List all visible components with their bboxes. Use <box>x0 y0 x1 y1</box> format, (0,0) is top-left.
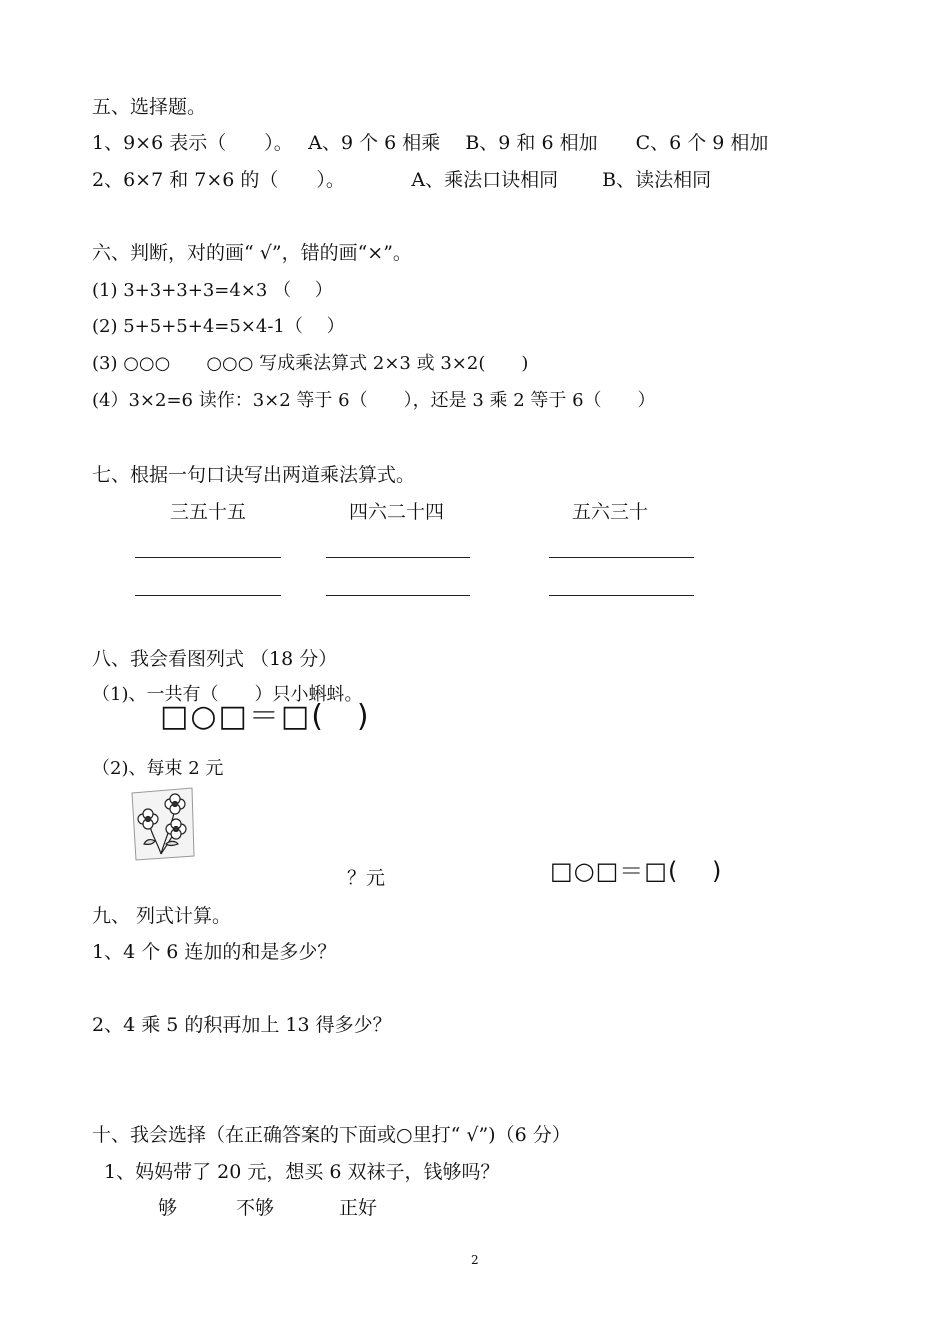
formula-template-1: □○□＝□( ) <box>160 699 371 734</box>
option-exactly[interactable]: 正好 <box>339 1197 378 1219</box>
section9-question-2: 2、4 乘 5 的积再加上 13 得多少？ <box>92 1014 392 1036</box>
rhyme-2: 四六二十四 <box>349 501 445 523</box>
answer-blank[interactable] <box>135 557 281 558</box>
rhyme-3: 五六三十 <box>572 501 649 523</box>
answer-blank[interactable] <box>326 557 470 558</box>
price-unknown: ？元 <box>347 867 386 889</box>
answer-blank[interactable] <box>135 595 281 596</box>
section6-title: 六、判断，对的画“ √”，错的画“×”。 <box>92 242 412 264</box>
section6-item-4: (4）3×2=6 读作：3×2 等于 6（ ），还是 3 乘 2 等于 6（ ） <box>92 390 656 411</box>
section9-title: 九、 列式计算。 <box>92 905 232 927</box>
section10-title: 十、我会选择（在正确答案的下面或○里打“ √”)（6 分） <box>92 1124 571 1146</box>
section5-question-2: 2、6×7 和 7×6 的（ ）。 A、乘法口诀相同 B、读法相同 <box>92 169 712 191</box>
section10-question-1: 1、妈妈带了 20 元，想买 6 双袜子，钱够吗？ <box>104 1161 500 1183</box>
section6-item-3: (3) ○○○ ○○○ 写成乘法算式 2×3 或 3×2( ) <box>92 353 529 374</box>
option-enough[interactable]: 够 <box>158 1197 178 1219</box>
section5-question-1: 1、9×6 表示（ ）。 A、9 个 6 相乘 B、9 和 6 相加 C、6 个 9 相加 <box>92 132 769 154</box>
flower-bouquet-image <box>130 786 196 862</box>
section7-title: 七、根据一句口诀写出两道乘法算式。 <box>92 464 416 486</box>
rhyme-1: 三五十五 <box>170 501 247 523</box>
formula-template-2: □○□＝□( ) <box>550 857 723 885</box>
section8-question-1: （1)、一共有（ ）只小蝌蚪。 <box>92 684 363 705</box>
section5-title: 五、选择题。 <box>92 96 207 118</box>
answer-blank[interactable] <box>326 595 470 596</box>
section6-item-2: (2) 5+5+5+4=5×4-1（ ） <box>92 316 345 337</box>
section8-question-2: （2)、每束 2 元 <box>92 758 224 779</box>
answer-blank[interactable] <box>549 595 694 596</box>
option-not-enough[interactable]: 不够 <box>236 1197 275 1219</box>
section8-title: 八、我会看图列式 （18 分） <box>92 648 338 670</box>
section9-question-1: 1、4 个 6 连加的和是多少？ <box>92 941 337 963</box>
section6-item-1: (1) 3+3+3+3=4×3 （ ） <box>92 280 333 301</box>
answer-blank[interactable] <box>549 557 694 558</box>
page-number: 2 <box>471 1253 479 1267</box>
